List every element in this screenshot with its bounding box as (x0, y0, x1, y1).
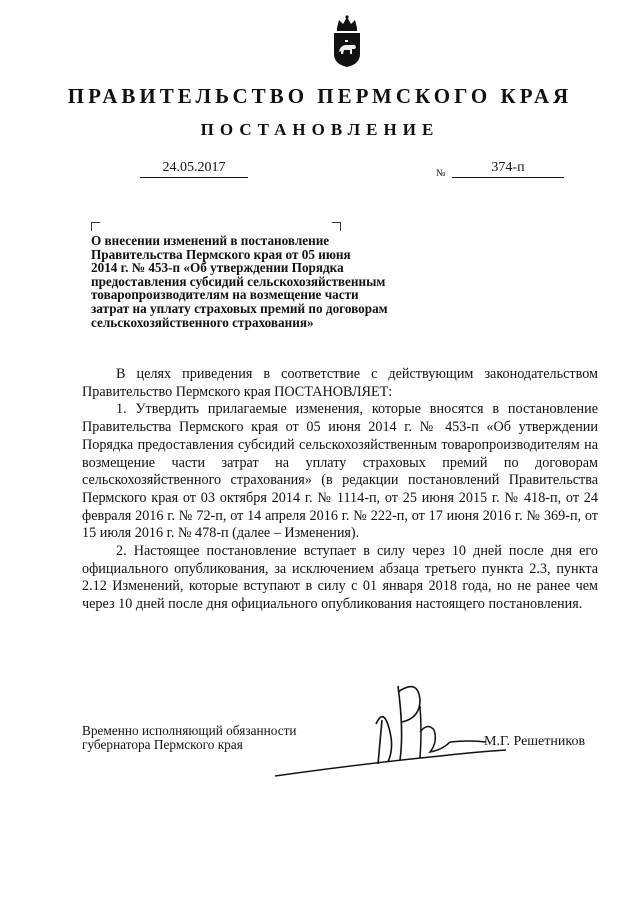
subject-line: Правительства Пермского края от 05 июня (91, 246, 351, 262)
subject-line: предоставления субсидий сельскохозяйственным (91, 273, 386, 289)
body-paragraph-2: 2. Настоящее постановление вступает в силу через 10 дней после дня его официального опубликования, за исключением абзаца третьего пункта 2.3, пункта 2.12 Изменений, которые вступают в силу с 01 января 2018 года, но не ранее чем через 10 дней после дня официального опубликования настоящего постановления. (82, 543, 598, 613)
signatory-position-line: губернатора Пермского края (82, 737, 243, 752)
subject-line: затрат на уплату страховых премий по договорам (91, 300, 388, 316)
subject-corner-left (91, 222, 100, 231)
subject-corner-right (332, 222, 341, 231)
body-paragraph-1: 1. Утвердить прилагаемые изменения, которые вносятся в постановление Правительства Пермского края от 05 июня 2014 г. № 453-п «Об утверждении Порядка предоставления субсидий сельскохозяйственным товаропроизводителям на возмещение части затрат на уплату страховых премий по договорам сельскохозяйственного страхования» (в редакции постановлений Правительства Пермского края от 03 октября 2014 г. № 1114-п, от 25 июня 2015 г. № 418-п, от 24 февраля 2016 г. № 72-п, от 14 апреля 2016 г. № 222-п, от 17 июня 2016 г. № 369-п, от 15 июля 2016 г. № 478-п (далее – Изменения). (82, 401, 598, 542)
government-title: ПРАВИТЕЛЬСТВО ПЕРМСКОГО КРАЯ (67, 84, 573, 108)
subject-line: сельскохозяйственного страхования» (91, 314, 314, 330)
document-date: 24.05.2017 (140, 160, 248, 178)
document-number: 374-п (452, 160, 564, 178)
subject-line: товаропроизводителям на возмещение части (91, 287, 359, 303)
signatory-position (82, 724, 297, 752)
coat-of-arms-icon (330, 14, 364, 68)
number-sign: № (436, 168, 446, 179)
subject-line: 2014 г. № 453-п «Об утверждении Порядка (91, 260, 344, 276)
document-body (82, 366, 598, 614)
document-subject (91, 234, 451, 329)
body-paragraph-preamble: В целях приведения в соответствие с действующим законодательством Правительство Пермского края ПОСТАНОВЛЯЕТ: (82, 366, 598, 400)
document-type: ПОСТАНОВЛЕНИЕ (200, 120, 440, 139)
handwritten-signature (270, 672, 510, 782)
subject-line: О внесении изменений в постановление (91, 233, 330, 248)
signatory-position-line: Временно исполняющий обязанности (82, 723, 297, 738)
signatory-name: М.Г. Решетников (484, 734, 586, 749)
